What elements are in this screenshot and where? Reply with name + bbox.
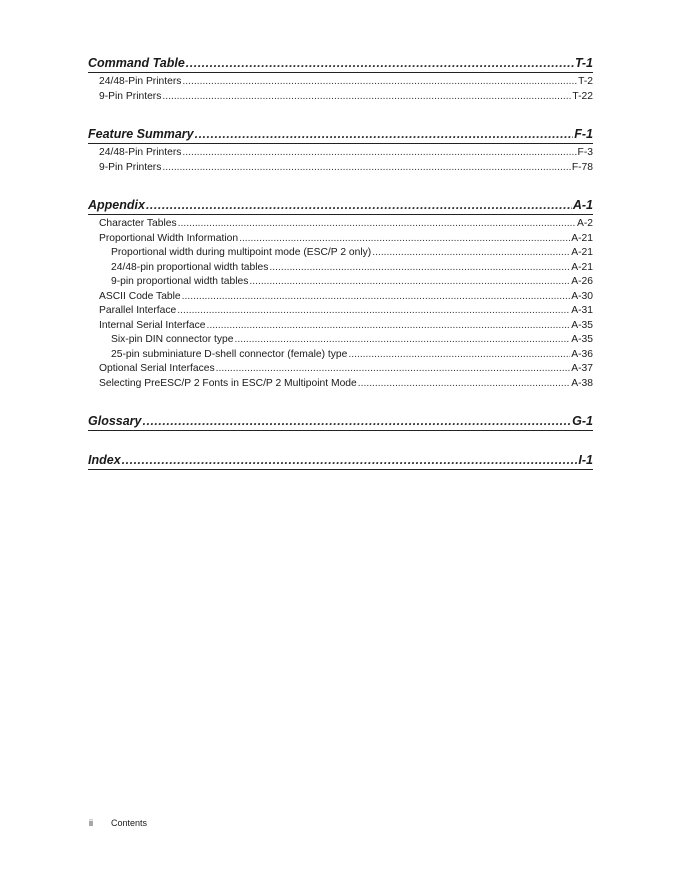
toc-section (88, 127, 593, 176)
toc-heading-page: F-1 (574, 127, 593, 141)
toc-entry-page: A-21 (571, 232, 593, 244)
toc-leader-dots (195, 127, 574, 141)
toc-entry-page: A-21 (571, 261, 593, 273)
toc-entry-label: 9-Pin Printers (99, 161, 162, 173)
toc-leader-dots (162, 162, 570, 173)
toc-leader-dots (249, 276, 570, 287)
footer-page-number: ii (89, 818, 93, 828)
toc-entry-label: 9-Pin Printers (99, 90, 162, 102)
toc-entry[interactable] (88, 276, 593, 291)
toc-heading-page: G-1 (572, 414, 593, 428)
toc-entry[interactable] (88, 262, 593, 277)
toc-entry-page: A-37 (571, 363, 593, 374)
toc-entry[interactable] (88, 320, 593, 335)
toc-entry[interactable] (88, 247, 593, 262)
toc-entry-label: Character Tables (99, 218, 177, 229)
toc-leader-dots (177, 305, 570, 316)
toc-entry-label: 24/48-pin proportional width tables (111, 261, 269, 273)
toc-entry-page: T-22 (572, 90, 593, 102)
toc-leader-dots (239, 233, 570, 244)
toc-entry-label: Internal Serial Interface (99, 319, 206, 331)
toc-section (88, 414, 593, 431)
toc-entry[interactable] (88, 233, 593, 248)
toc-entry-page: F-3 (577, 147, 593, 158)
toc-section (88, 198, 593, 392)
toc-entry[interactable] (88, 218, 593, 233)
page-footer (89, 818, 147, 828)
toc-section-heading[interactable] (88, 56, 593, 73)
toc-entry-page: F-78 (571, 161, 593, 173)
toc-heading-title: Feature Summary (88, 127, 194, 141)
toc-entry-label: ASCII Code Table (99, 290, 181, 302)
toc-leader-dots (182, 291, 571, 302)
toc-section (88, 453, 593, 470)
toc-leader-dots (186, 56, 574, 70)
toc-entry-label: Optional Serial Interfaces (99, 363, 215, 374)
toc-entry-label: Parallel Interface (99, 305, 177, 316)
toc-leader-dots (178, 218, 576, 229)
toc-leader-dots (372, 247, 570, 258)
toc-heading-title: Appendix (88, 198, 145, 212)
toc-leader-dots (143, 414, 572, 428)
toc-entry-page: A-31 (571, 305, 593, 316)
toc-entry-label: 24/48-Pin Printers (99, 76, 182, 87)
toc-entry-page: A-30 (571, 290, 593, 302)
toc-entry-label: 25-pin subminiature D-shell connector (female) type (111, 348, 348, 360)
toc-leader-dots (182, 76, 577, 87)
toc-entry[interactable] (88, 91, 593, 106)
toc-entry-page: A-35 (571, 334, 593, 345)
toc-heading-page: A-1 (572, 198, 593, 212)
toc-leader-dots (182, 147, 576, 158)
toc-entry-label: Six-pin DIN connector type (111, 334, 234, 345)
toc-entry[interactable] (88, 378, 593, 393)
toc-entry-label: 9-pin proportional width tables (111, 276, 249, 287)
toc-entry-page: A-26 (571, 276, 593, 287)
toc-heading-title: Command Table (88, 56, 185, 70)
toc-section-heading[interactable] (88, 453, 593, 470)
toc-entry[interactable] (88, 147, 593, 162)
toc-section (88, 56, 593, 105)
toc-leader-dots (269, 262, 570, 273)
toc-entry[interactable] (88, 363, 593, 378)
toc-section-heading[interactable] (88, 198, 593, 215)
toc-leader-dots (216, 363, 571, 374)
toc-leader-dots (234, 334, 570, 345)
toc-entry-page: A-36 (571, 348, 593, 360)
toc-heading-title: Glossary (88, 414, 142, 428)
toc-leader-dots (348, 349, 570, 360)
toc-entry-label: Proportional Width Information (99, 232, 239, 244)
toc-entry[interactable] (88, 162, 593, 177)
toc-entry-page: A-35 (571, 319, 593, 331)
toc-entry-label: Selecting PreESC/P 2 Fonts in ESC/P 2 Multipoint Mode (99, 377, 357, 389)
toc-heading-title: Index (88, 453, 121, 467)
toc-entry-label: 24/48-Pin Printers (99, 147, 182, 158)
table-of-contents (88, 56, 593, 492)
toc-section-heading[interactable] (88, 127, 593, 144)
toc-entry-page: T-2 (578, 76, 593, 87)
toc-entry-page: A-21 (571, 247, 593, 258)
toc-entry-page: A-38 (571, 377, 593, 389)
toc-entry-label: Proportional width during multipoint mode (ESC/P 2 only) (111, 247, 372, 258)
toc-leader-dots (146, 198, 572, 212)
toc-entry[interactable] (88, 76, 593, 91)
toc-leader-dots (206, 320, 570, 331)
toc-heading-page: T-1 (574, 56, 593, 70)
toc-entry-page: A-2 (576, 218, 593, 229)
footer-label: Contents (111, 818, 148, 828)
toc-entry[interactable] (88, 305, 593, 320)
toc-entry[interactable] (88, 334, 593, 349)
toc-leader-dots (122, 453, 578, 467)
toc-entry[interactable] (88, 291, 593, 306)
toc-leader-dots (358, 378, 570, 389)
toc-entry[interactable] (88, 349, 593, 364)
toc-leader-dots (162, 91, 571, 102)
toc-section-heading[interactable] (88, 414, 593, 431)
toc-heading-page: I-1 (578, 453, 593, 467)
